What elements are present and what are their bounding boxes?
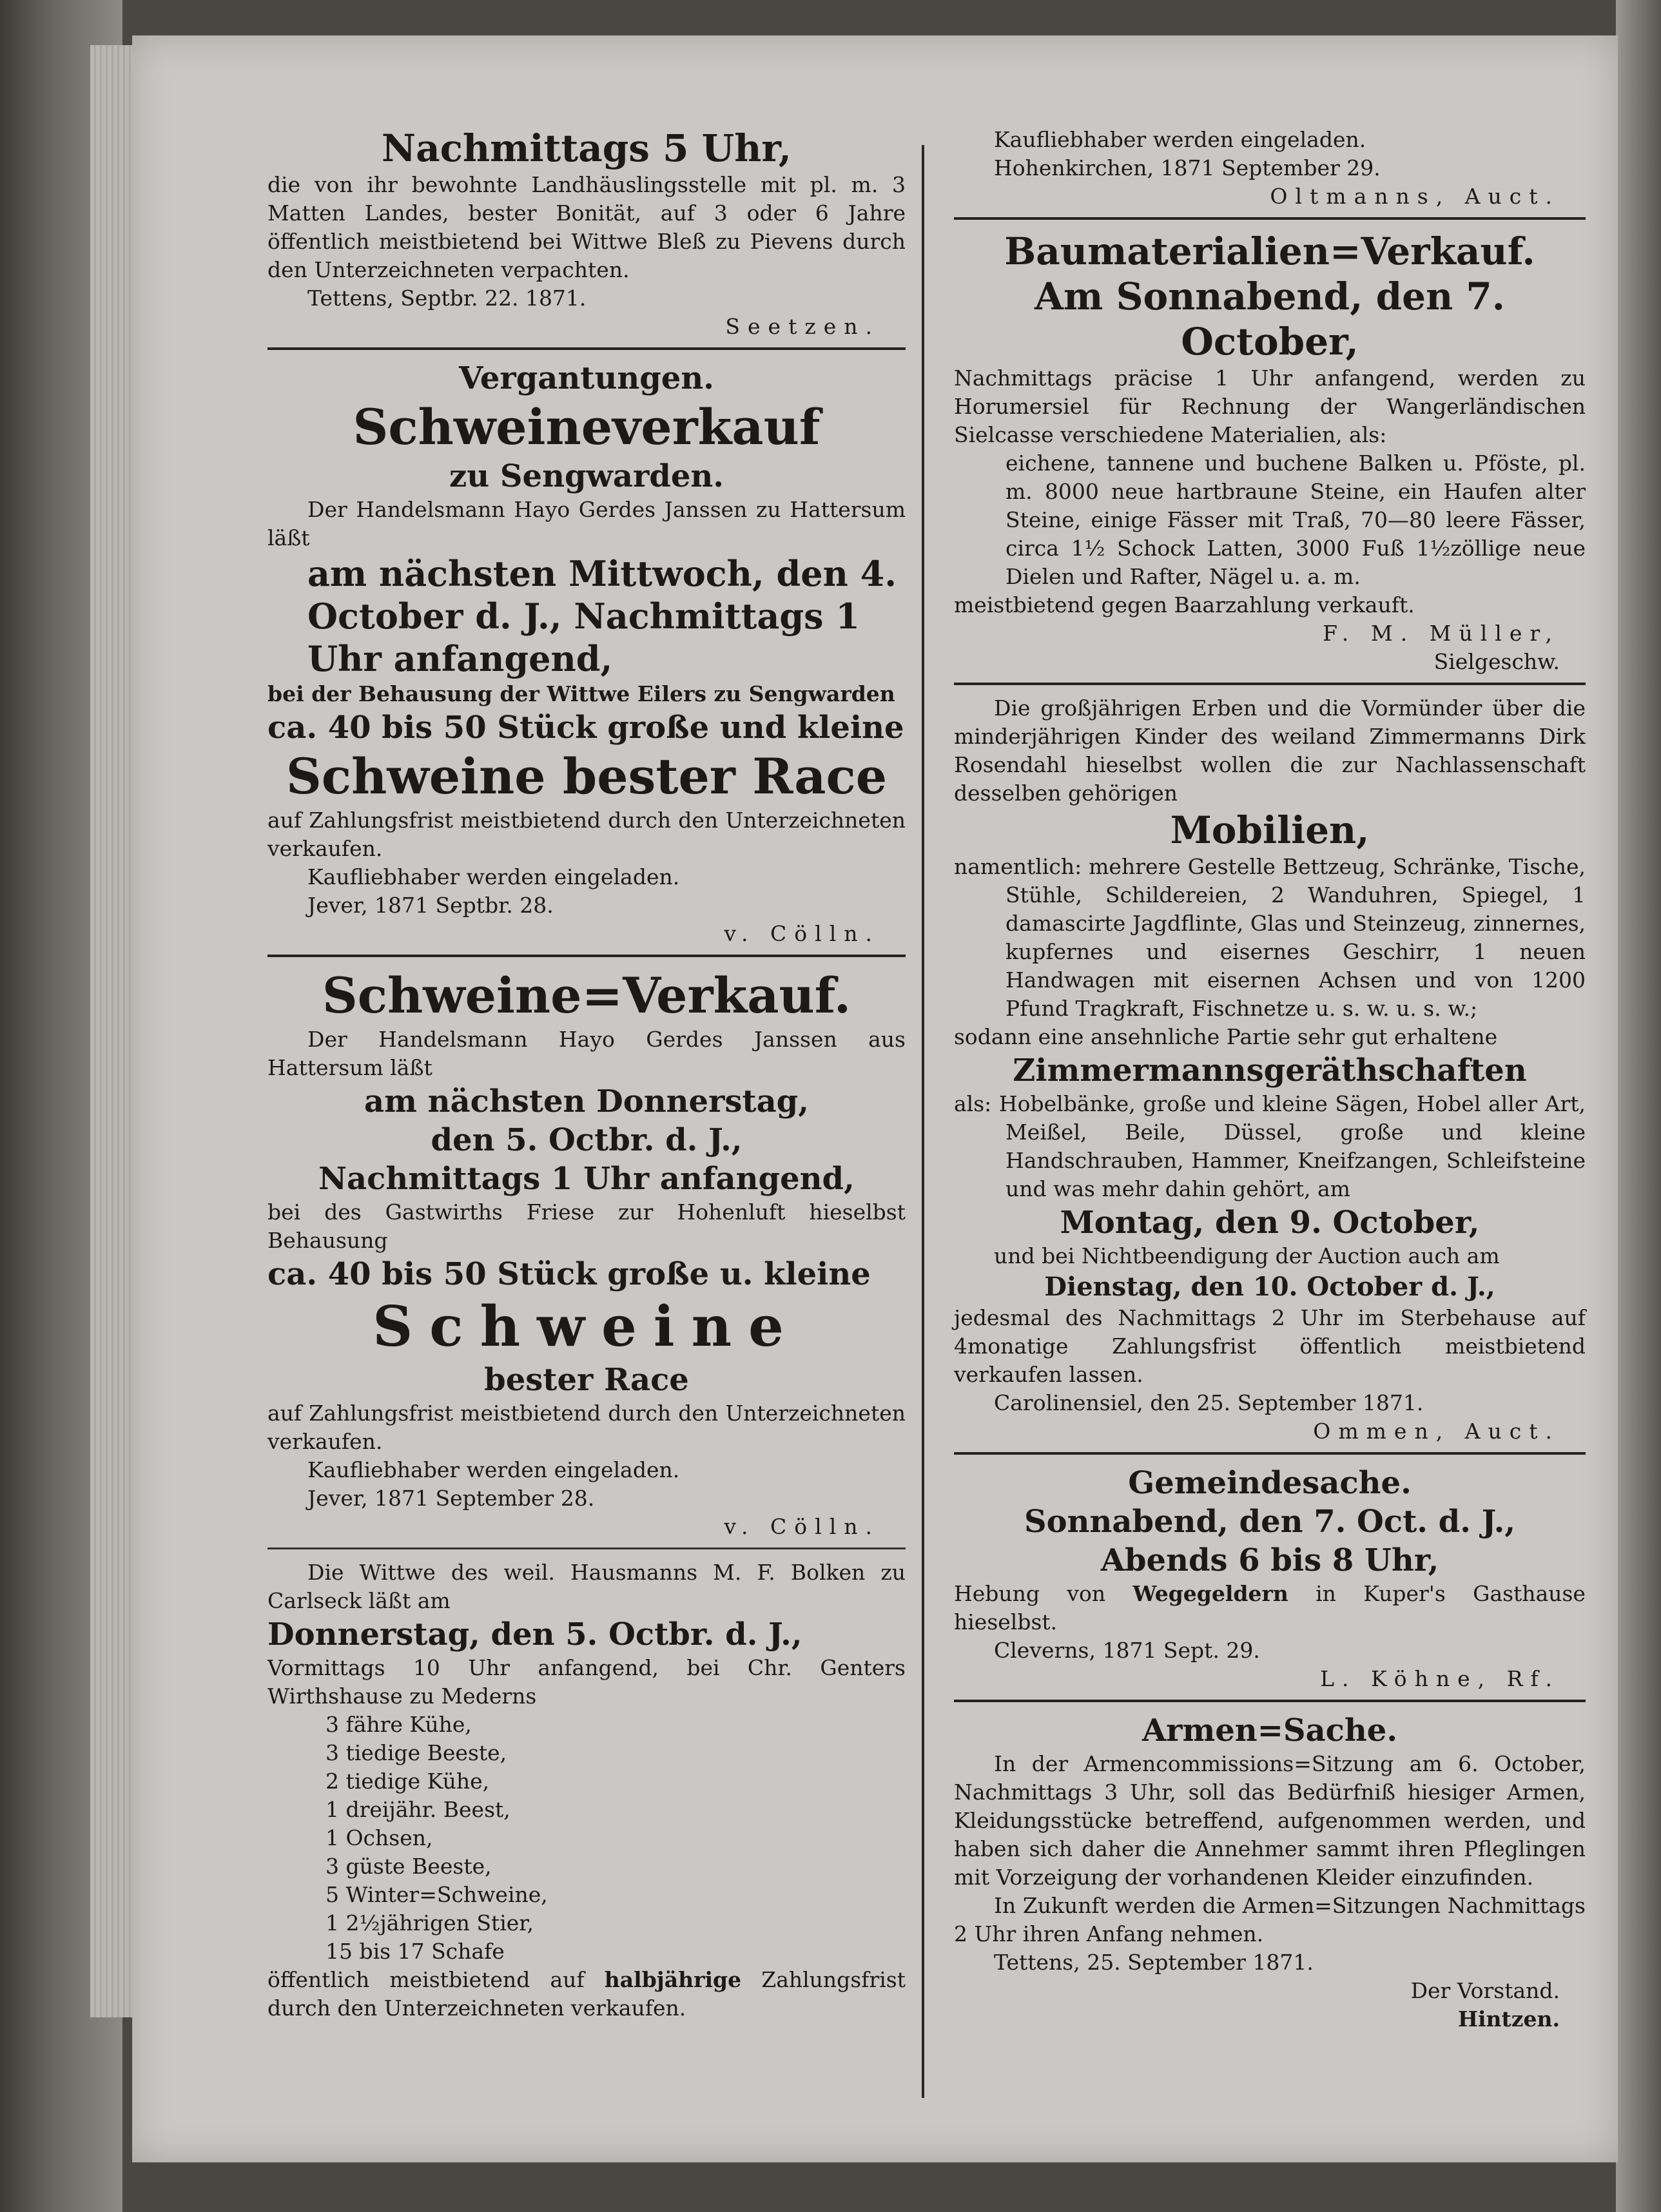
list-item: 3 güste Beeste, <box>325 1854 492 1879</box>
ad-count: ca. 40 bis 50 Stück große und kleine <box>267 710 904 746</box>
list-item: 15 bis 17 Schafe <box>325 1939 505 1964</box>
ad-subtitle: zu Sengwarden. <box>449 458 724 494</box>
ad-invite: Kaufliebhaber werden eingeladen. <box>307 864 680 889</box>
ad-body: die von ihr bewohnte Landhäuslingsstelle mit pl. m. 3 Matten Landes, bester Bonität, auf 3 oder 6 Jahre öffentlich meistbietend bei Wittwe Bleß zu Pievens durch den Unterzeichneten verpachten. <box>267 172 906 282</box>
ad-body-end: in Kuper's Gasthause hieselbst. <box>954 1581 1586 1635</box>
ad-baumaterialien <box>954 229 1586 676</box>
ad-dateline: Carolinensiel, den 25. September 1871. <box>994 1390 1424 1415</box>
ad-title: Armen=Sache. <box>1141 1712 1398 1749</box>
list-item: 3 tiedige Beeste, <box>325 1740 507 1765</box>
ad-signature: Oltmanns, Auct. <box>1270 184 1560 209</box>
ad-title: Gemeindesache. <box>1128 1465 1412 1501</box>
ad-place: bei des Gastwirths Friese zur Hohenluft hieselbst Behausung <box>267 1199 906 1253</box>
ad-goods: Schweine bester Race <box>286 748 888 805</box>
ad-invite: Kaufliebhaber werden eingeladen. <box>307 1457 680 1482</box>
ad-heading: Nachmittags 5 Uhr, <box>382 126 792 170</box>
ad-schweineverkauf-sengwarden <box>267 359 906 948</box>
ad-tools-list <box>954 1090 1586 1203</box>
ad-signature: F. M. Müller, <box>1323 621 1560 646</box>
ad-intro: Die großjährigen Erben und die Vormünder über die minderjährigen Kinder des weiland Zimmermanns Dirk Rosendahl hieselbst wollen die zur Nachlassenschaft desselben gehörigen <box>954 695 1586 806</box>
column-divider <box>922 145 924 2098</box>
ad-body-start: Hebung von <box>954 1581 1106 1606</box>
ad-continued-hohenkirchen <box>954 126 1586 211</box>
newspaper-page <box>132 35 1618 2162</box>
ad-dateline: Cleverns, 1871 Sept. 29. <box>994 1638 1260 1663</box>
ad-terms <box>267 1966 906 2023</box>
ad-date: Sonnabend, den 7. Oct. d. J., <box>1024 1504 1516 1540</box>
ad-date-line1: am nächsten Donnerstag, <box>364 1083 809 1120</box>
ad-signature: Seetzen. <box>725 314 880 339</box>
ad-title: Schweineverkauf <box>353 398 821 456</box>
ad-title: Mobilien, <box>1170 808 1370 852</box>
livestock-list <box>267 1711 906 1966</box>
ad-dateline: Hohenkirchen, 1871 September 29. <box>994 155 1381 180</box>
ad-intro: Der Handelsmann Hayo Gerdes Janssen aus Hattersum läßt <box>267 1027 906 1080</box>
ad-date: Donnerstag, den 5. Octbr. d. J., <box>267 1616 802 1653</box>
ad-terms: jedesmal des Nachmittags 2 Uhr im Sterbehause auf 4monatige Zahlungsfrist öffentlich meistbietend verkaufen lassen. <box>954 1305 1586 1387</box>
ad-terms: auf Zahlungsfrist meistbietend durch den Unterzeichneten verkaufen. <box>267 808 906 861</box>
ad-date-line2: den 5. Octbr. d. J., <box>431 1122 743 1158</box>
ad-separator <box>267 347 906 350</box>
list-item: 1 dreijähr. Beest, <box>325 1797 510 1822</box>
ad-separator <box>954 1452 1586 1455</box>
ad-terms-end: Zahlungsfrist durch den Unterzeichneten verkaufen. <box>267 1967 906 2021</box>
ad-date: Am Sonnabend, den 7. October, <box>1034 275 1505 364</box>
ad-terms: auf Zahlungsfrist meistbietend durch den Unterzeichneten verkaufen. <box>267 1401 906 1454</box>
ad-separator <box>954 683 1586 685</box>
list-item: 2 tiedige Kühe, <box>325 1769 490 1794</box>
ad-list-lead: namentlich: <box>954 854 1082 879</box>
ad-dateline: Tettens, Septbr. 22. 1871. <box>307 286 587 311</box>
ad-tools-body: Hobelbänke, große und kleine Sägen, Hobel aller Art, Meißel, Beile, Düssel, große und kleine Handschrauben, Hammer, Kneifzangen, Schleifsteine und was mehr dahin gehört, am <box>998 1091 1586 1201</box>
ad-tools-lead: als: <box>954 1091 992 1116</box>
ad-furniture-list <box>954 853 1586 1023</box>
ad-dateline: Tettens, 25. September 1871. <box>994 1950 1314 1975</box>
list-item: 5 Winter=Schweine, <box>325 1882 548 1907</box>
list-item: 1 2½jährigen Stier, <box>325 1910 534 1936</box>
ad-paragraph-2: In Zukunft werden die Armen=Sitzungen Nachmittags 2 Uhr ihren Anfang nehmen. <box>954 1893 1586 1946</box>
ad-separator <box>267 955 906 957</box>
ad-then: sodann eine ansehnliche Partie sehr gut erhaltene <box>954 1024 1498 1049</box>
ad-terms: meistbietend gegen Baarzahlung verkauft. <box>954 592 1415 617</box>
ad-terms-start: öffentlich meistbietend auf <box>267 1967 585 1992</box>
ad-landstelle <box>267 126 906 341</box>
ad-invite: Kaufliebhaber werden eingeladen. <box>994 127 1366 152</box>
ad-separator <box>954 217 1586 220</box>
ad-signature: Ommen, Auct. <box>1313 1419 1560 1444</box>
ad-signer-role: Sielgeschw. <box>1433 649 1560 674</box>
ad-date-monday: Montag, den 9. October, <box>1060 1205 1480 1241</box>
ad-signature: L. Köhne, Rf. <box>1320 1666 1560 1691</box>
ad-place: bei der Behausung der Wittwe Eilers zu Sengwarden <box>267 681 895 706</box>
ad-date-tuesday: Dienstag, den 10. October d. J., <box>1044 1272 1495 1302</box>
ad-signature: Hintzen. <box>1457 2006 1560 2032</box>
ad-dateline: Jever, 1871 September 28. <box>307 1486 595 1511</box>
ad-schweine-verkauf-jever <box>267 966 906 1541</box>
ad-separator <box>954 1700 1586 1702</box>
right-page-edge <box>1616 0 1661 2212</box>
ad-quality: bester Race <box>484 1362 689 1398</box>
ad-time: Nachmittags 1 Uhr anfangend, <box>318 1161 855 1197</box>
ad-separator <box>267 1547 906 1549</box>
ad-intro: Der Handelsmann Hayo Gerdes Janssen zu Hattersum läßt <box>267 497 906 550</box>
ad-body <box>954 1580 1586 1636</box>
ad-vieh-verkauf-mederns <box>267 1558 906 2023</box>
ad-list-body: mehrere Gestelle Bettzeug, Schränke, Tische, Stühle, Schildereien, 2 Wanduhren, Spiegel, 1 damascirte Jagdflinte, Glas und Steinzeug, zinnernes, kupfernes und eisernes Geschirr, 1 neuen Handwagen mit eisernen Achsen und von 1200 Pfund Tragkraft, Fischnetze u. s. w. u. s. w.; <box>1005 854 1586 1021</box>
ad-intro: Die Wittwe des weil. Hausmanns M. F. Bolken zu Carlseck läßt am <box>267 1560 906 1613</box>
list-item: 3 fähre Kühe, <box>325 1712 472 1737</box>
ad-paragraph-1: In der Armencommissions=Sitzung am 6. October, Nachmittags 3 Uhr, soll das Bedürfniß hiesiger Armen, Kleidungsstücke betreffend, aufgenommen werden, und haben sich daher die Annehmer sammt ihren Pfleglingen mit Vorzeigung der vorhandenen Kleider einzufinden. <box>954 1751 1586 1890</box>
ad-signature: v. Cölln. <box>724 921 880 946</box>
ad-items: eichene, tannene und buchene Balken u. Pföste, pl. m. 8000 neue hartbraune Steine, ein Haufen alter Steine, einige Fässer mit Traß, 70—80 leere Fässer, circa 1½ Schock Latten, 3000 Fuß 1½zöllige neue Dielen und Rafter, Nägel u. a. m. <box>1005 451 1586 589</box>
ad-title: Schweine=Verkauf. <box>322 967 851 1024</box>
right-column <box>954 126 1586 2033</box>
ad-count: ca. 40 bis 50 Stück große u. kleine <box>267 1256 871 1292</box>
ad-time: Vormittags 10 Uhr anfangend, bei Chr. Genters Wirthshause zu Mederns <box>267 1655 906 1709</box>
ad-gemeindesache <box>954 1464 1586 1693</box>
ad-time: Abends 6 bis 8 Uhr, <box>1100 1542 1439 1578</box>
ad-date: am nächsten Mittwoch, den 4. October d. J., Nachmittags 1 Uhr anfangend, <box>307 553 897 679</box>
ad-title-tools: Zimmermannsgeräthschaften <box>1013 1053 1527 1089</box>
ad-armen-sache <box>954 1711 1586 2033</box>
ad-title: Baumaterialien=Verkauf. <box>1004 229 1535 273</box>
ad-dateline: Jever, 1871 Septbr. 28. <box>307 893 554 918</box>
ad-body-emphasis: Wegegeldern <box>1132 1581 1288 1606</box>
ad-terms-emphasis: halbjährige <box>604 1967 742 1992</box>
left-column <box>267 126 906 2023</box>
section-heading: Vergantungen. <box>459 360 714 396</box>
ad-continuation: und bei Nichtbeendigung der Auction auch am <box>994 1243 1500 1268</box>
ad-mobilien-auction <box>954 694 1586 1446</box>
ad-signer: Der Vorstand. <box>1410 1978 1560 2003</box>
list-item: 1 Ochsen, <box>325 1825 433 1850</box>
ad-intro: Nachmittags präcise 1 Uhr anfangend, werden zu Horumersiel für Rechnung der Wangerländischen Sielcasse verschiedene Materialien, als: <box>954 365 1586 447</box>
ad-goods: Schweine <box>373 1294 801 1359</box>
ad-signature: v. Cölln. <box>724 1514 880 1539</box>
